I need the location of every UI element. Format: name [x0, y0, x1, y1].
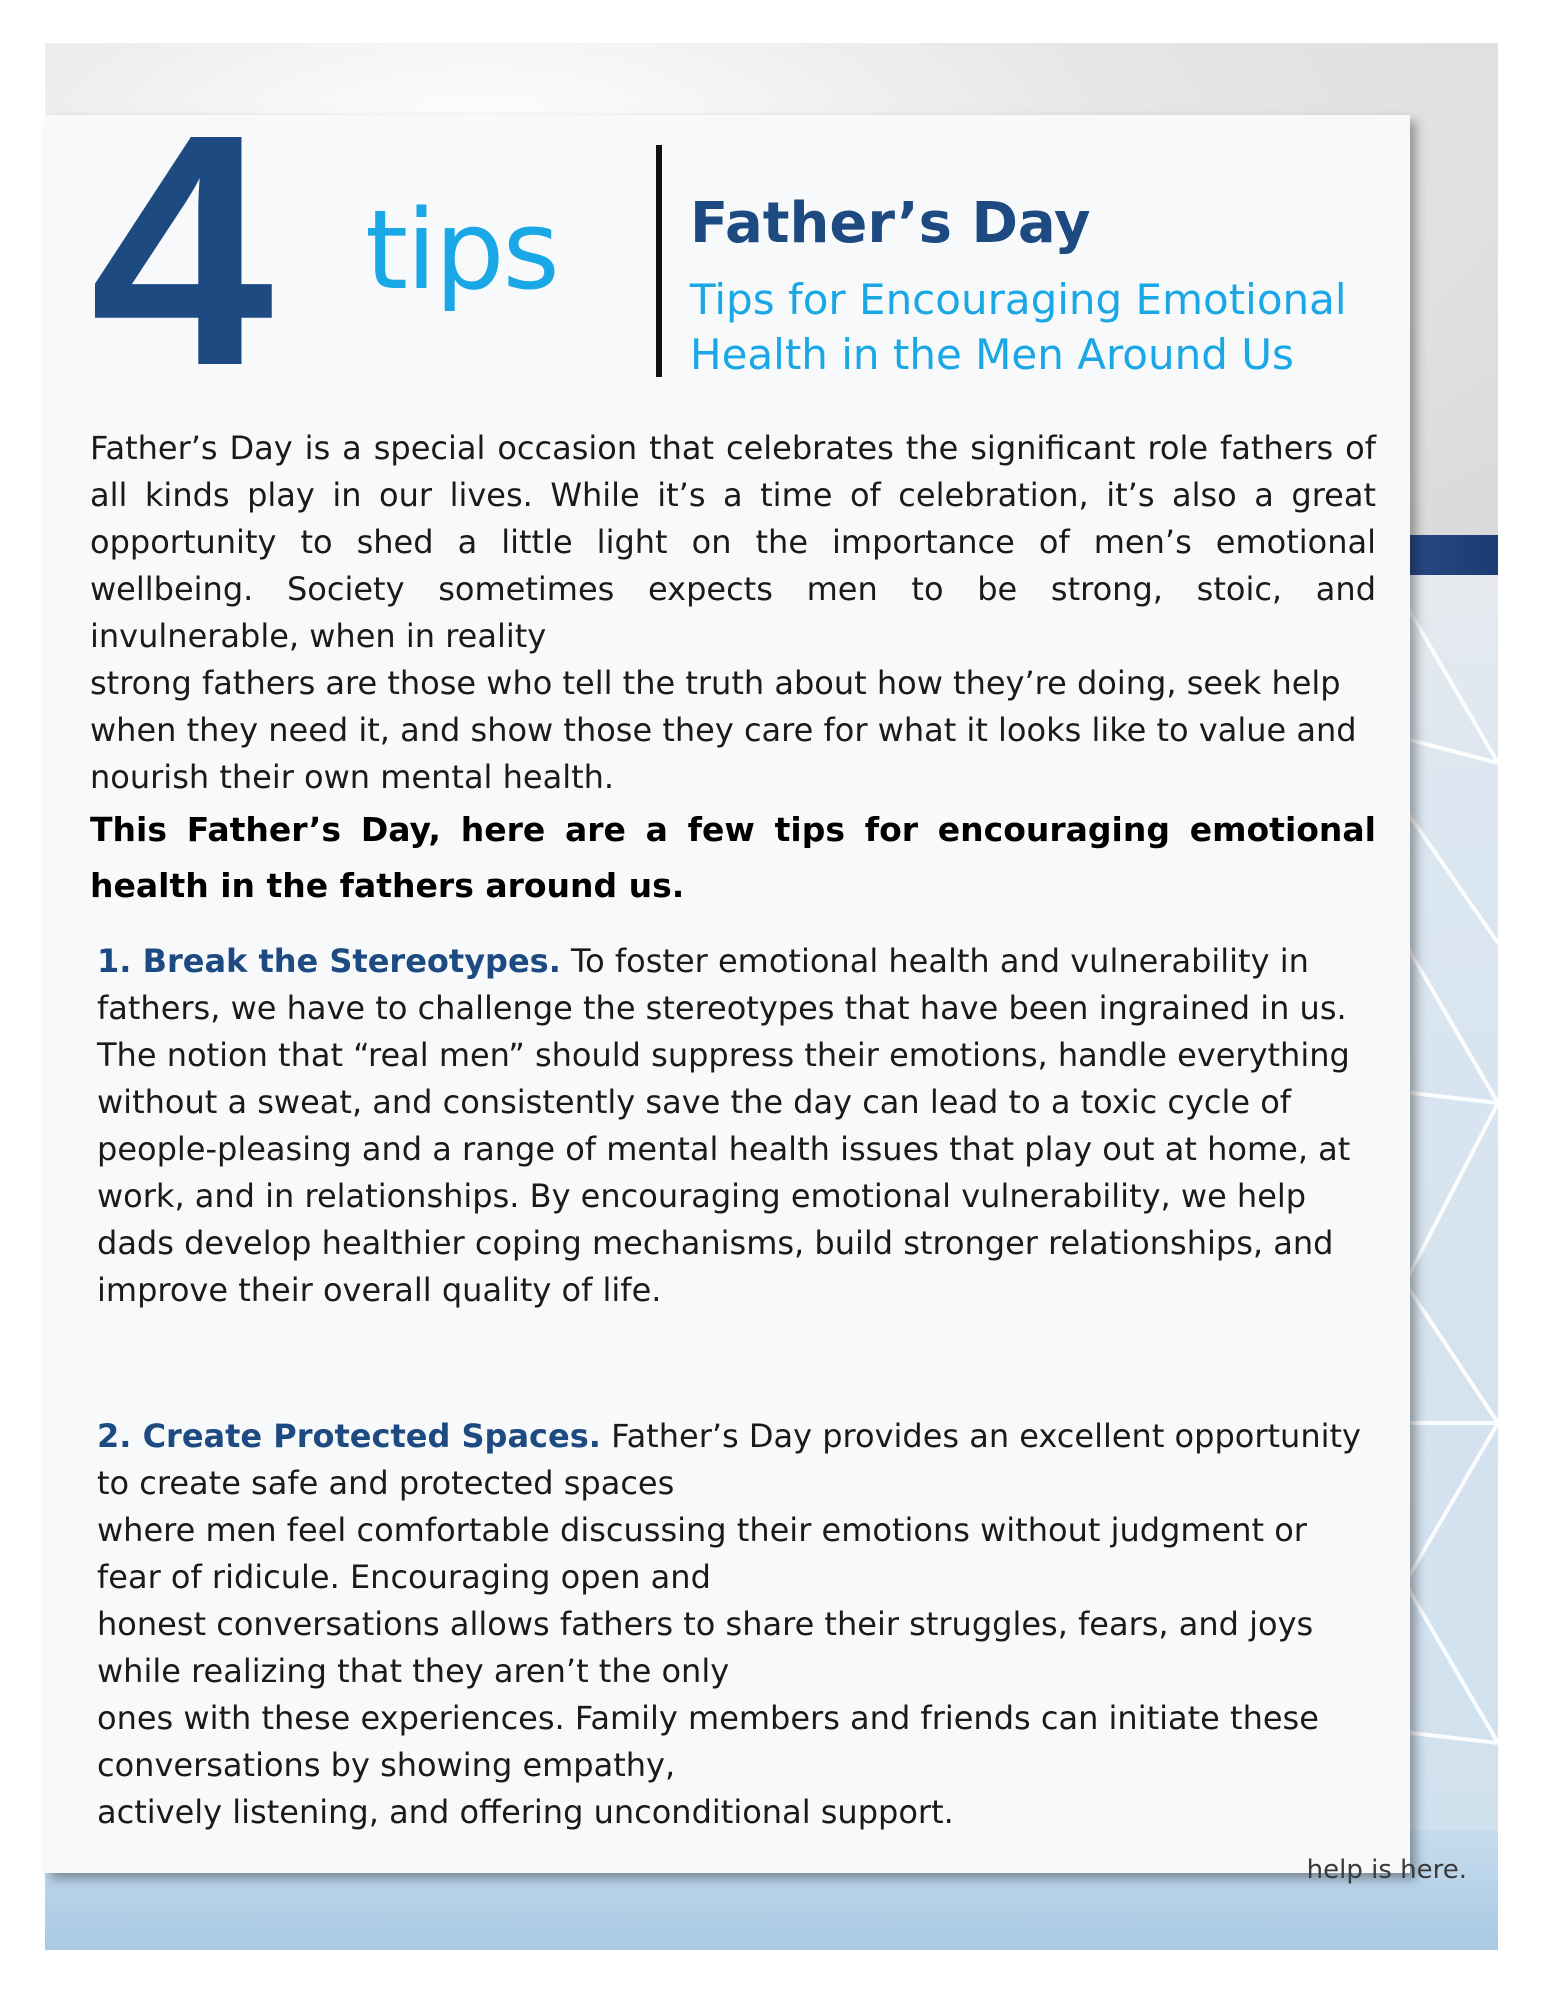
intro-paragraph-1: Father’s Day is a special occasion that celebrates the significant role fathers of all kinds play in our lives. While it’s a time of celebration, it’s also a great opportunity to shed a little light on the importance of men’s emotional wellbeing. Society sometimes expects men to be strong, stoic, and invulnerable, when in reality — [90, 429, 1376, 655]
tip-1-text: To foster emotional health and vulnerability in fathers, we have to challenge the stereotypes that have been ingrained in us. The notion that “real men” should suppress their emotions, handle everything without a sweat, and consistently save the day can lead to a toxic cycle of people-pleasing and a range of mental health issues that play out at home, at work, and in relationships. By encouraging emotional vulnerability, we help dads develop healthier coping mechanisms, build stronger relationships, and improve their overall quality of life. — [97, 942, 1351, 1309]
tip-2-heading: 2. Create Protected Spaces. — [97, 1417, 601, 1455]
page-title: Father’s Day — [690, 191, 1091, 256]
tip-1-heading: 1. Break the Stereotypes. — [97, 942, 561, 980]
tip-2-line-4: ones with these experiences. Family members and friends can initiate these conversations by showing empathy, — [97, 1699, 1319, 1784]
tip-1-body — [97, 938, 1377, 1314]
intro-paragraph-2: strong fathers are those who tell the truth about how they’re doing, seek help when they need it, and show those they care for what it looks like to value and nourish their own mental health. — [90, 664, 1357, 796]
blue-accent-stripe — [1398, 535, 1498, 575]
footer-tagline: help is here. — [1306, 1855, 1467, 1885]
subtitle-line-1: Tips for Encouraging Emotional — [690, 275, 1347, 324]
page-subtitle — [690, 272, 1410, 382]
subtitle-line-2: Health in the Men Around Us — [690, 330, 1294, 379]
tip-2-line-2: where men feel comfortable discussing their emotions without judgment or fear of ridicule. Encouraging open and — [97, 1511, 1307, 1596]
lead-statement: This Father’s Day, here are a few tips for encouraging emotional health in the fathers around us. — [90, 810, 1376, 905]
tip-2-line-3: honest conversations allows fathers to share their struggles, fears, and joys while realizing that they aren’t the only — [97, 1605, 1314, 1690]
intro-text — [90, 425, 1376, 801]
tip-2 — [97, 1413, 1377, 1836]
tip-2-text-1: Father’s Day provides an excellent opportunity to create safe and protected spaces — [97, 1417, 1361, 1502]
big-number-four: 4 — [90, 65, 266, 434]
tip-2-line-5: actively listening, and offering unconditional support. — [97, 1793, 954, 1831]
header-divider — [656, 145, 662, 377]
tip-2-line-1 — [97, 1413, 1377, 1507]
tip-1 — [97, 938, 1377, 1314]
tips-word: tips — [365, 186, 558, 314]
